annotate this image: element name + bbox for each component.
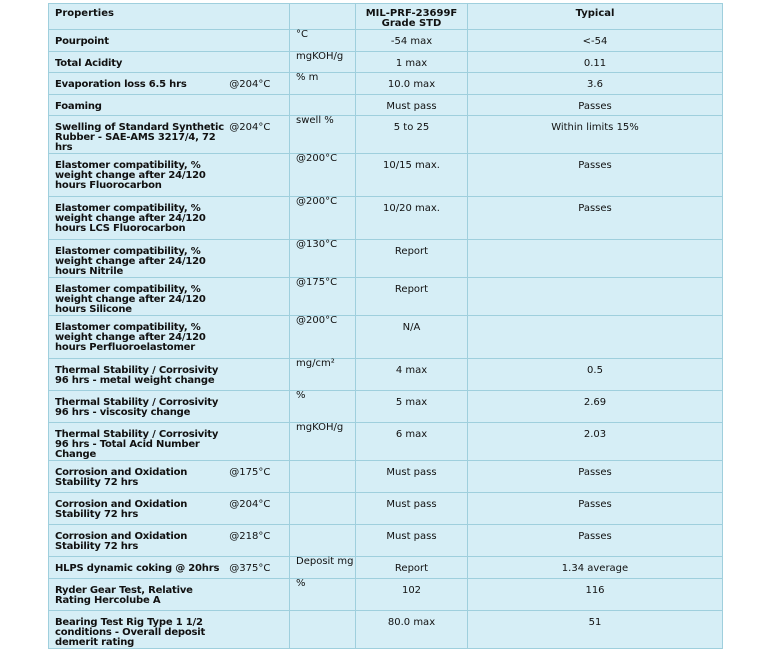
unit-cell: @200°C <box>290 316 356 359</box>
unit-cell <box>290 611 356 649</box>
typical-cell: 0.5 <box>468 359 723 391</box>
property-cell <box>49 359 290 391</box>
unit-cell <box>290 525 356 557</box>
property-name: Corrosion and Oxidation Stability 72 hrs <box>55 499 188 520</box>
spec-cell: -54 max <box>356 30 468 52</box>
typical-cell: Passes <box>468 95 723 116</box>
property-name: Ryder Gear Test, Relative Rating Hercolube A <box>55 585 193 606</box>
header-spec-line2: Grade STD <box>381 18 442 29</box>
unit-cell: mgKOH/g <box>290 423 356 461</box>
header-unit <box>290 4 356 30</box>
table-row <box>49 461 723 493</box>
property-cell <box>49 73 290 95</box>
header-properties: Properties <box>49 4 290 30</box>
table-row <box>49 611 723 649</box>
property-cell <box>49 493 290 525</box>
typical-cell: Passes <box>468 197 723 240</box>
property-name: Foaming <box>55 101 102 112</box>
spec-cell: 80.0 max <box>356 611 468 649</box>
spec-cell: 6 max <box>356 423 468 461</box>
property-cell <box>49 240 290 278</box>
property-cell <box>49 461 290 493</box>
property-name: HLPS dynamic coking @ 20hrs <box>55 563 220 574</box>
property-name: Thermal Stability / Corrosivity 96 hrs - Total Acid Number Change <box>55 429 219 460</box>
table-row <box>49 391 723 423</box>
unit-cell <box>290 461 356 493</box>
property-condition <box>229 197 289 234</box>
table-row <box>49 557 723 579</box>
spec-cell: 10/15 max. <box>356 154 468 197</box>
spec-cell: Report <box>356 557 468 579</box>
typical-cell: Passes <box>468 154 723 197</box>
property-cell <box>49 611 290 649</box>
table-row <box>49 493 723 525</box>
property-condition: @375°C <box>229 563 271 574</box>
spec-cell: 5 max <box>356 391 468 423</box>
property-cell <box>49 154 290 197</box>
property-name: Elastomer compatibility, % weight change after 24/120 hours Fluorocarbon <box>55 160 206 191</box>
property-name: Thermal Stability / Corrosivity 96 hrs - viscosity change <box>55 397 219 418</box>
properties-table <box>48 3 723 649</box>
table-row <box>49 525 723 557</box>
property-condition <box>229 30 289 47</box>
typical-cell: <-54 <box>468 30 723 52</box>
property-name: Elastomer compatibility, % weight change after 24/120 hours LCS Fluorocarbon <box>55 203 206 234</box>
property-cell <box>49 116 290 154</box>
unit-cell: °C <box>290 30 356 52</box>
header-spec-line1: MIL-PRF-23699F <box>365 8 458 19</box>
typical-cell: Passes <box>468 493 723 525</box>
unit-cell: @200°C <box>290 154 356 197</box>
property-cell <box>49 557 290 579</box>
unit-cell: mgKOH/g <box>290 52 356 73</box>
property-name: Elastomer compatibility, % weight change after 24/120 hours Silicone <box>55 284 206 315</box>
spec-cell: N/A <box>356 316 468 359</box>
property-cell <box>49 579 290 611</box>
spec-cell: 5 to 25 <box>356 116 468 154</box>
unit-cell: Deposit mg <box>290 557 356 579</box>
typical-cell <box>468 316 723 359</box>
property-condition <box>229 359 289 386</box>
typical-cell: Within limits 15% <box>468 116 723 154</box>
unit-cell: % <box>290 579 356 611</box>
unit-cell: % m <box>290 73 356 95</box>
property-name: Bearing Test Rig Type 1 1/2 conditions - Overall deposit demerit rating <box>55 617 206 648</box>
property-name: Thermal Stability / Corrosivity 96 hrs - metal weight change <box>55 365 219 386</box>
property-condition: @204°C <box>229 122 271 133</box>
unit-cell <box>290 95 356 116</box>
unit-cell: @175°C <box>290 278 356 316</box>
property-condition <box>229 278 289 315</box>
typical-cell: 116 <box>468 579 723 611</box>
spec-cell: Must pass <box>356 525 468 557</box>
table-row <box>49 116 723 154</box>
property-cell <box>49 52 290 73</box>
property-condition <box>229 240 289 277</box>
table-row <box>49 579 723 611</box>
unit-cell: mg/cm² <box>290 359 356 391</box>
header-spec <box>356 4 468 30</box>
property-cell <box>49 278 290 316</box>
typical-cell: 1.34 average <box>468 557 723 579</box>
table-row <box>49 73 723 95</box>
typical-cell: Passes <box>468 461 723 493</box>
typical-cell: 3.6 <box>468 73 723 95</box>
spec-cell: Report <box>356 278 468 316</box>
table-body <box>49 30 723 649</box>
unit-cell: @200°C <box>290 197 356 240</box>
typical-cell: Passes <box>468 525 723 557</box>
table-row <box>49 30 723 52</box>
property-condition <box>229 52 289 69</box>
typical-cell <box>468 240 723 278</box>
property-name: Pourpoint <box>55 36 109 47</box>
spec-cell: 1 max <box>356 52 468 73</box>
header-typical: Typical <box>468 4 723 30</box>
spec-cell: Report <box>356 240 468 278</box>
table-row <box>49 316 723 359</box>
property-condition <box>229 579 289 606</box>
property-condition <box>229 154 289 191</box>
property-name: Elastomer compatibility, % weight change after 24/120 hours Nitrile <box>55 246 206 277</box>
property-cell <box>49 30 290 52</box>
typical-cell: 2.69 <box>468 391 723 423</box>
property-condition <box>229 423 289 460</box>
property-cell <box>49 391 290 423</box>
property-name: Corrosion and Oxidation Stability 72 hrs <box>55 467 188 488</box>
property-name: Corrosion and Oxidation Stability 72 hrs <box>55 531 188 552</box>
property-cell <box>49 316 290 359</box>
table-row <box>49 154 723 197</box>
property-cell <box>49 525 290 557</box>
property-cell <box>49 197 290 240</box>
unit-cell <box>290 493 356 525</box>
property-cell <box>49 95 290 116</box>
unit-cell: swell % <box>290 116 356 154</box>
spec-cell: Must pass <box>356 95 468 116</box>
table-row <box>49 52 723 73</box>
unit-cell: % <box>290 391 356 423</box>
table-row <box>49 240 723 278</box>
property-condition <box>229 391 289 418</box>
property-condition: @204°C <box>229 79 271 90</box>
spec-cell: 4 max <box>356 359 468 391</box>
table-row <box>49 359 723 391</box>
unit-cell: @130°C <box>290 240 356 278</box>
property-condition <box>229 95 289 112</box>
property-condition: @175°C <box>229 467 271 478</box>
spec-cell: 102 <box>356 579 468 611</box>
table-row <box>49 95 723 116</box>
table-row <box>49 197 723 240</box>
spec-cell: Must pass <box>356 493 468 525</box>
property-condition: @218°C <box>229 531 271 542</box>
typical-cell: 2.03 <box>468 423 723 461</box>
property-condition <box>229 316 289 353</box>
typical-cell: 51 <box>468 611 723 649</box>
property-condition <box>229 611 289 648</box>
spec-cell: 10.0 max <box>356 73 468 95</box>
property-name: Elastomer compatibility, % weight change after 24/120 hours Perfluoroelastomer <box>55 322 206 353</box>
property-name: Swelling of Standard Synthetic Rubber - SAE-AMS 3217/4, 72 hrs <box>55 122 224 153</box>
property-name: Evaporation loss 6.5 hrs <box>55 79 187 90</box>
header-row <box>49 4 723 30</box>
typical-cell <box>468 278 723 316</box>
property-cell <box>49 423 290 461</box>
table-row <box>49 278 723 316</box>
property-name: Total Acidity <box>55 58 123 69</box>
spec-cell: Must pass <box>356 461 468 493</box>
typical-cell: 0.11 <box>468 52 723 73</box>
property-condition: @204°C <box>229 499 271 510</box>
spec-cell: 10/20 max. <box>356 197 468 240</box>
table-row <box>49 423 723 461</box>
